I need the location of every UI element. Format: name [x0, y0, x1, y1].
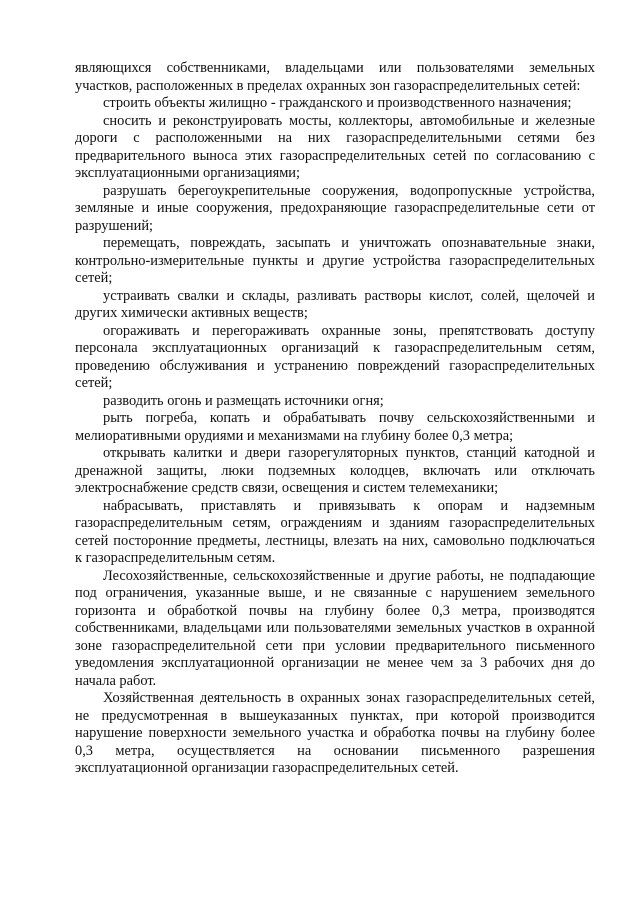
paragraph-prohibition-signs: перемещать, повреждать, засыпать и уничтожать опознавательные знаки, контрольно-измерительные пункты и другие устройства газораспределительных сетей; [75, 235, 595, 286]
paragraph-continuation: являющихся собственниками, владельцами или пользователями земельных участков, расположенных в пределах охранных зон газораспределительных сетей: [75, 60, 595, 94]
paragraph-prohibition-demolish: сносить и реконструировать мосты, коллекторы, автомобильные и железные дороги с расположенными на них газораспределительными сетями без предварительного выноса этих газораспределительных сетей по согласованию с эксплуатационными организациями; [75, 112, 595, 181]
paragraph-prohibition-build: строить объекты жилищно - гражданского и производственного назначения; [103, 95, 572, 111]
paragraph-prohibition-destroy-structures: разрушать берегоукрепительные сооружения, водопропускные устройства, земляные и иные сооружения, предохраняющие газораспределительные сети от разрушений; [75, 182, 595, 234]
paragraph-prohibition-digging: рыть погреба, копать и обрабатывать почву сельскохозяйственными и мелиоративными орудиями и механизмами на глубину более 0,3 метра; [75, 410, 595, 444]
paragraph-forestry-works: Лесохозяйственные, сельскохозяйственные и другие работы, не подпадающие под ограничения, указанные выше, и не связанные с нарушением земельного горизонта и обработкой почвы на глубину более 0,3 метра, производятся собственниками, владельцами или пользователями земельных участков в охранной зоне газораспределительной сети при условии предварительного письменного уведомления эксплуатационной организации не менее чем за 3 рабочих дня до начала работ. [75, 567, 595, 689]
paragraph-prohibition-attach: набрасывать, приставлять и привязывать к опорам и надземным газораспределительным сетям, ограждениям и зданиям газораспределительных сетей посторонние предметы, лестницы, влезать на них, самовольно подключаться к газораспределительным сетям. [75, 497, 595, 566]
paragraph-prohibition-fire: разводить огонь и размещать источники огня; [103, 392, 384, 409]
document-page [75, 60, 595, 778]
paragraph-prohibition-dumps: устраивать свалки и склады, разливать растворы кислот, солей, щелочей и других химически активных веществ; [75, 287, 595, 321]
paragraph-prohibition-fencing: огораживать и перегораживать охранные зоны, препятствовать доступу персонала эксплуатационных организаций к газораспределительным сетям, проведению обслуживания и устранению повреждений газораспределительных сетей; [75, 322, 595, 391]
paragraph-prohibition-doors: открывать калитки и двери газорегуляторных пунктов, станций катодной и дренажной защиты, люки подземных колодцев, включать или отключать электроснабжение средств связи, освещения и систем телемеханики; [75, 445, 595, 496]
paragraph-economic-activity: Хозяйственная деятельность в охранных зонах газораспределительных сетей, не предусмотренная в вышеуказанных пунктах, при которой производится нарушение поверхности земельного участка и обработка почвы на глубину более 0,3 метра, осуществляется на основании письменного разрешения эксплуатационной организации газораспределительных сетей. [75, 690, 595, 776]
